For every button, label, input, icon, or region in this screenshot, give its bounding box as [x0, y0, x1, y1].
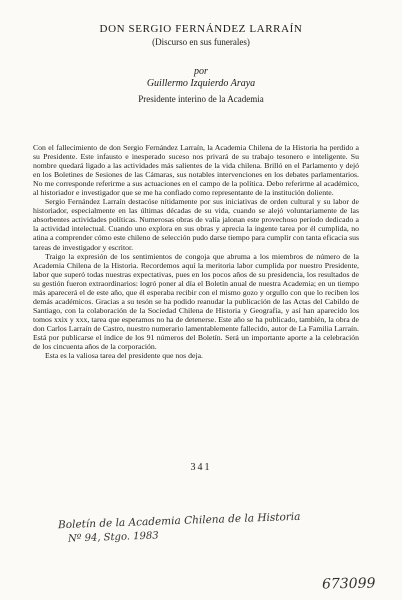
author-name: Guillermo Izquierdo Araya — [146, 78, 256, 89]
page-number: 341 — [190, 462, 212, 473]
paragraph-3: Traigo la expresión de los sentimientos de congoja que abruma a los miembros de número de la Academia Chilena de la Historia. Recordemos aquí la meritoria labor cumplida por nuestro Presidente, labor que superó todas nuestras expectativas, pues en los pocos años de su presidencia, los resultados de su gestión fueron extraordinarios: logró poner al día el Boletín anual de nuestra Academia; en un tiempo más aparecerá el de este año, que él esperaba recibir con el mismo gozo y orgullo con que lo reciben los demás académicos. Gracias a su tesón se ha podido reanudar la publicación de las Actas del Cabildo de Santiago, con la colaboración de la Sociedad Chilena de Historia y Geografía, y así han aparecido los tomos xxix y xxx, tarea que esperamos no ha de detenerse. Este año se ha publicado, también, la obra de don Carlos Larraín de Castro, nuestro numerario lamentablemente fallecido, autor de La Familia Larraín. Está por publicarse el índice de los 91 números del Boletín. Será un importante aporte a la celebración de los cincuenta años de la corporación. — [33, 251, 359, 352]
handwritten-catalog-number: 673099 — [321, 575, 376, 593]
byline-por: por — [194, 66, 208, 77]
author-role: Presidente interino de la Academia — [138, 94, 264, 104]
paragraph-1: Con el fallecimiento de don Sergio Fernández Larraín, la Academia Chilena de la Historia ha perdido a su Presidente. Este infausto e inesperado suceso nos privará de su trabajo tesonero e inteligente. Su nombre quedará ligado a las actividades más salientes de la vida chilena. Brilló en el Parlamento y dejó en los Boletines de Sesiones de las Cámaras, sus notables intervenciones en los debates parlamentarios. No me corresponde referirme a sus actuaciones en el campo de la política. Debo referirme al académico, al historiador e investigador que se me ha confiado como representante de la institución doliente. — [33, 143, 359, 198]
page-title: DON SERGIO FERNÁNDEZ LARRAÍN — [99, 23, 303, 35]
paragraph-4: Esta es la valiosa tarea del presidente que nos deja. — [45, 351, 203, 361]
page-subtitle: (Discurso en sus funerales) — [152, 37, 250, 47]
handwritten-source-line: Boletín de la Academia Chilena de la Historia — [57, 510, 301, 532]
paragraph-2: Sergio Fernández Larraín destacóse nítidamente por sus iniciativas de orden cultural y su labor de historiador, especialmente en las últimas décadas de su vida, cuando se alejó voluntariamente de las absorbentes actividades políticas. Numerosas obras de valía jalonan este provechoso período dedicado a la actividad intelectual. Cuando uno explora en sus obras y aprecia la ingente tarea por él cumplida, no atina a comprender cómo este chileno de selección pudo darse tiempo para cumplir con tanta eficacia sus tareas de investigador y escritor. — [33, 197, 359, 252]
body-text — [33, 143, 359, 360]
handwritten-issue-line: Nº 94, Stgo. 1983 — [67, 530, 159, 545]
